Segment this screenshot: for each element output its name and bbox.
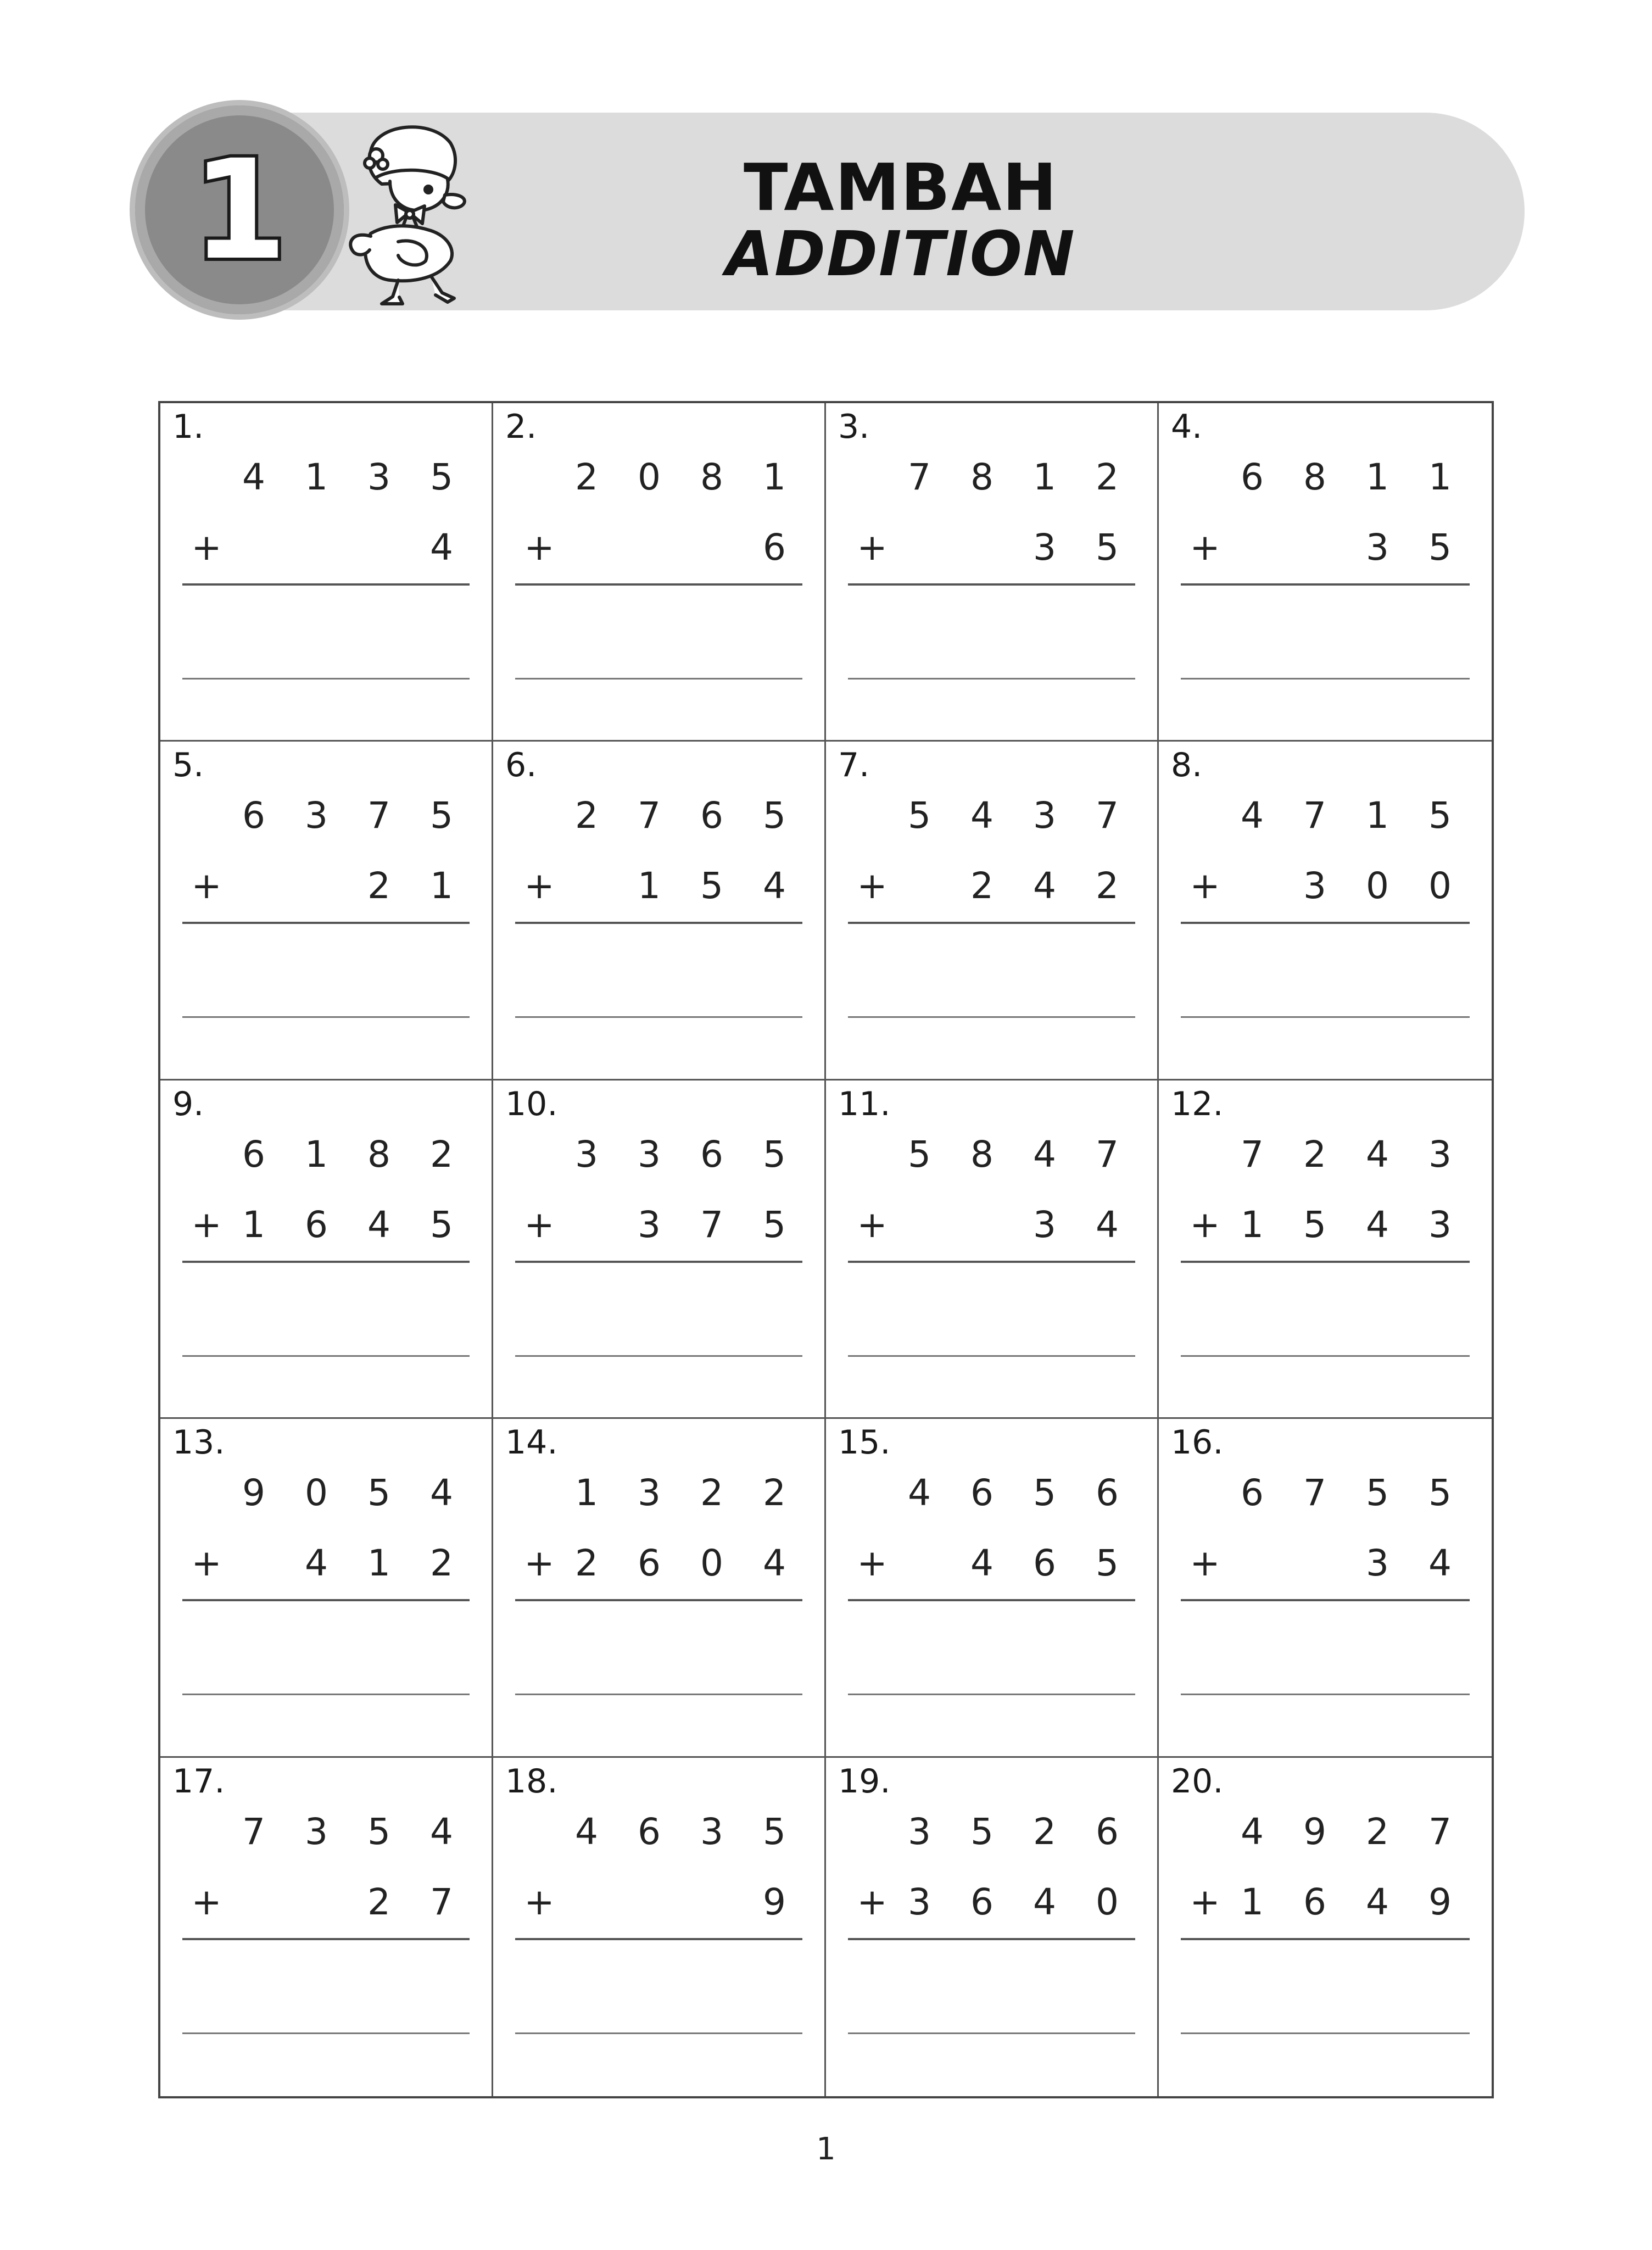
digit: 6	[1096, 1472, 1119, 1514]
digit: 3	[367, 456, 390, 498]
digit: 8	[970, 456, 994, 498]
digit: 2	[1303, 1133, 1326, 1176]
problem-number: 15.	[838, 1423, 891, 1462]
digit: 4	[763, 1542, 786, 1585]
addend-bottom	[493, 1539, 824, 1588]
answer-line[interactable]	[1181, 2032, 1470, 2034]
problem-number: 9.	[172, 1084, 204, 1123]
problem-number: 4.	[1171, 408, 1203, 446]
chapter-badge	[135, 105, 344, 314]
problem-cell	[160, 742, 493, 1080]
addend-bottom	[493, 861, 824, 911]
digit: 7	[1428, 1810, 1452, 1853]
sum-rule	[1181, 1938, 1470, 1940]
plus-sign: +	[857, 1542, 888, 1585]
digit: 3	[1428, 1203, 1452, 1246]
digit: 0	[638, 456, 661, 498]
addend-bottom	[1159, 523, 1492, 572]
addend-top	[826, 1130, 1157, 1179]
digit: 2	[1096, 456, 1119, 498]
problem-number: 11.	[838, 1084, 891, 1123]
addend-bottom	[1159, 1539, 1492, 1588]
addend-top	[493, 1468, 824, 1518]
sum-rule	[848, 1938, 1135, 1940]
digit: 8	[700, 456, 723, 498]
plus-sign: +	[857, 865, 888, 907]
answer-line[interactable]	[515, 1016, 802, 1018]
addend-bottom	[826, 861, 1157, 911]
digit: 4	[1366, 1133, 1389, 1176]
answer-line[interactable]	[182, 1694, 470, 1695]
problem-cell	[826, 1758, 1159, 2096]
problem-cell	[493, 742, 826, 1080]
plus-sign: +	[191, 865, 222, 907]
digit: 7	[430, 1880, 453, 1923]
plus-sign: +	[191, 1203, 222, 1246]
digit: 6	[638, 1542, 661, 1585]
digit: 4	[908, 1472, 931, 1514]
addend-top	[493, 791, 824, 840]
digit: 3	[638, 1472, 661, 1514]
digit: 5	[367, 1810, 390, 1853]
digit: 3	[1428, 1133, 1452, 1176]
digit: 3	[638, 1203, 661, 1246]
digit: 3	[1033, 1203, 1056, 1246]
plus-sign: +	[857, 1203, 888, 1246]
digit: 6	[1303, 1880, 1326, 1923]
addend-bottom	[493, 523, 824, 572]
digit: 4	[763, 865, 786, 907]
digit: 5	[763, 1133, 786, 1176]
answer-line[interactable]	[515, 1355, 802, 1357]
plus-sign: +	[1190, 1203, 1220, 1246]
sum-rule	[515, 1938, 802, 1940]
digit: 7	[638, 794, 661, 837]
title-malay: TAMBAH	[743, 149, 1058, 225]
digit: 2	[970, 865, 994, 907]
plus-sign: +	[1190, 1542, 1220, 1585]
addend-top	[1159, 1807, 1492, 1857]
digit: 5	[1428, 794, 1452, 837]
problem-cell	[826, 403, 1159, 742]
digit: 4	[1366, 1880, 1389, 1923]
sum-rule	[515, 583, 802, 586]
plus-sign: +	[857, 526, 888, 569]
digit: 4	[970, 1542, 994, 1585]
sum-rule	[848, 583, 1135, 586]
digit: 1	[305, 456, 328, 498]
digit: 4	[1241, 1810, 1264, 1853]
digit: 2	[430, 1542, 453, 1585]
answer-line[interactable]	[848, 678, 1135, 680]
digit: 9	[1303, 1810, 1326, 1853]
digit: 7	[908, 456, 931, 498]
addend-bottom	[1159, 861, 1492, 911]
digit: 4	[242, 456, 265, 498]
digit: 4	[575, 1810, 598, 1853]
plus-sign: +	[1190, 865, 1220, 907]
digit: 6	[1033, 1542, 1056, 1585]
problem-number: 18.	[505, 1762, 558, 1801]
digit: 1	[1428, 456, 1452, 498]
answer-line[interactable]	[848, 1355, 1135, 1357]
problem-number: 16.	[1171, 1423, 1224, 1462]
sum-rule	[848, 1261, 1135, 1263]
chapter-number: 1	[192, 130, 287, 290]
digit: 3	[700, 1810, 723, 1853]
digit: 1	[430, 865, 453, 907]
digit: 8	[970, 1133, 994, 1176]
problem-cell	[160, 1758, 493, 2096]
addend-bottom	[493, 1200, 824, 1250]
answer-line[interactable]	[1181, 1016, 1470, 1018]
addend-top	[1159, 1130, 1492, 1179]
digit: 5	[763, 1810, 786, 1853]
duck-with-bonnet-icon	[338, 113, 475, 310]
digit: 2	[367, 865, 390, 907]
plus-sign: +	[524, 1203, 555, 1246]
digit: 1	[1366, 794, 1389, 837]
digit: 7	[367, 794, 390, 837]
digit: 5	[367, 1472, 390, 1514]
answer-line[interactable]	[848, 1016, 1135, 1018]
digit: 5	[430, 794, 453, 837]
digit: 6	[305, 1203, 328, 1246]
plus-sign: +	[524, 865, 555, 907]
digit: 1	[575, 1472, 598, 1514]
digit: 2	[575, 1542, 598, 1585]
sum-rule	[182, 922, 470, 924]
sum-rule	[1181, 1599, 1470, 1601]
digit: 1	[638, 865, 661, 907]
digit: 6	[970, 1472, 994, 1514]
sum-rule	[182, 1261, 470, 1263]
plus-sign: +	[524, 1542, 555, 1585]
digit: 5	[908, 794, 931, 837]
digit: 0	[1428, 865, 1452, 907]
digit: 3	[575, 1133, 598, 1176]
digit: 1	[305, 1133, 328, 1176]
problem-number: 14.	[505, 1423, 558, 1462]
digit: 9	[763, 1880, 786, 1923]
digit: 1	[1241, 1203, 1264, 1246]
addend-bottom	[826, 523, 1157, 572]
addend-bottom	[493, 1878, 824, 1927]
addend-bottom	[826, 1539, 1157, 1588]
problem-cell	[160, 1419, 493, 1757]
digit: 2	[1366, 1810, 1389, 1853]
digit: 3	[1303, 865, 1326, 907]
digit: 2	[763, 1472, 786, 1514]
problem-cell	[1159, 403, 1492, 742]
problem-number: 13.	[172, 1423, 225, 1462]
addend-bottom	[160, 1539, 492, 1588]
answer-line[interactable]	[515, 1694, 802, 1695]
addend-top	[1159, 791, 1492, 840]
digit: 7	[1241, 1133, 1264, 1176]
addend-top	[493, 1130, 824, 1179]
problem-cell	[160, 403, 493, 742]
plus-sign: +	[191, 1542, 222, 1585]
addend-bottom	[1159, 1200, 1492, 1250]
addend-bottom	[1159, 1878, 1492, 1927]
sum-rule	[1181, 583, 1470, 586]
digit: 4	[1033, 865, 1056, 907]
digit: 4	[1096, 1203, 1119, 1246]
problem-cell	[493, 1758, 826, 2096]
sum-rule	[182, 1938, 470, 1940]
digit: 5	[763, 1203, 786, 1246]
digit: 2	[1033, 1810, 1056, 1853]
addend-top	[826, 1468, 1157, 1518]
digit: 6	[242, 1133, 265, 1176]
answer-line[interactable]	[515, 678, 802, 680]
digit: 4	[1428, 1542, 1452, 1585]
digit: 4	[1366, 1203, 1389, 1246]
digit: 3	[305, 794, 328, 837]
addend-top	[826, 453, 1157, 502]
digit: 6	[1241, 456, 1264, 498]
problem-cell	[826, 1419, 1159, 1757]
digit: 6	[242, 794, 265, 837]
sum-rule	[848, 922, 1135, 924]
addition-problems-grid	[158, 401, 1494, 2098]
digit: 8	[367, 1133, 390, 1176]
digit: 5	[1366, 1472, 1389, 1514]
digit: 6	[1096, 1810, 1119, 1853]
problem-number: 5.	[172, 746, 204, 785]
digit: 3	[908, 1810, 931, 1853]
addend-bottom	[160, 1200, 492, 1250]
plus-sign: +	[524, 526, 555, 569]
digit: 1	[1033, 456, 1056, 498]
digit: 4	[1033, 1880, 1056, 1923]
addend-top	[1159, 1468, 1492, 1518]
digit: 1	[1366, 456, 1389, 498]
digit: 4	[367, 1203, 390, 1246]
sum-rule	[182, 1599, 470, 1601]
sum-rule	[515, 1599, 802, 1601]
digit: 3	[1366, 526, 1389, 569]
answer-line[interactable]	[182, 1016, 470, 1018]
digit: 5	[700, 865, 723, 907]
problem-number: 10.	[505, 1084, 558, 1123]
digit: 5	[970, 1810, 994, 1853]
digit: 0	[1096, 1880, 1119, 1923]
answer-line[interactable]	[1181, 1355, 1470, 1357]
problem-number: 1.	[172, 408, 204, 446]
problem-cell	[826, 742, 1159, 1080]
digit: 1	[1241, 1880, 1264, 1923]
digit: 5	[1096, 1542, 1119, 1585]
digit: 5	[1428, 526, 1452, 569]
answer-line[interactable]	[848, 1694, 1135, 1695]
sum-rule	[182, 583, 470, 586]
problem-number: 8.	[1171, 746, 1203, 785]
problem-number: 17.	[172, 1762, 225, 1801]
problem-number: 2.	[505, 408, 537, 446]
answer-line[interactable]	[182, 2032, 470, 2034]
plus-sign: +	[524, 1880, 555, 1923]
problem-number: 7.	[838, 746, 870, 785]
digit: 5	[763, 794, 786, 837]
digit: 5	[1303, 1203, 1326, 1246]
digit: 4	[430, 1472, 453, 1514]
page-number: 1	[816, 2131, 836, 2167]
digit: 4	[970, 794, 994, 837]
digit: 4	[430, 526, 453, 569]
digit: 2	[700, 1472, 723, 1514]
digit: 4	[1033, 1133, 1056, 1176]
addend-bottom	[160, 861, 492, 911]
digit: 8	[1303, 456, 1326, 498]
digit: 0	[305, 1472, 328, 1514]
digit: 6	[638, 1810, 661, 1853]
problem-cell	[826, 1081, 1159, 1419]
addend-top	[826, 791, 1157, 840]
sum-rule	[515, 1261, 802, 1263]
digit: 3	[1366, 1542, 1389, 1585]
addend-bottom	[160, 1878, 492, 1927]
plus-sign: +	[1190, 526, 1220, 569]
addend-top	[160, 1807, 492, 1857]
sum-rule	[1181, 1261, 1470, 1263]
addend-top	[160, 1130, 492, 1179]
digit: 3	[1033, 526, 1056, 569]
digit: 0	[1366, 865, 1389, 907]
digit: 4	[430, 1810, 453, 1853]
digit: 5	[430, 456, 453, 498]
problem-cell	[1159, 1419, 1492, 1757]
answer-line[interactable]	[1181, 678, 1470, 680]
addend-bottom	[826, 1200, 1157, 1250]
digit: 6	[700, 794, 723, 837]
digit: 9	[242, 1472, 265, 1514]
problem-number: 6.	[505, 746, 537, 785]
digit: 7	[1096, 1133, 1119, 1176]
addend-top	[160, 791, 492, 840]
digit: 3	[1033, 794, 1056, 837]
problem-cell	[1159, 742, 1492, 1080]
digit: 1	[763, 456, 786, 498]
addend-top	[493, 1807, 824, 1857]
digit: 2	[575, 456, 598, 498]
digit: 7	[242, 1810, 265, 1853]
digit: 6	[700, 1133, 723, 1176]
title-english: ADDITION	[725, 219, 1076, 290]
digit: 5	[1033, 1472, 1056, 1514]
digit: 5	[1096, 526, 1119, 569]
digit: 1	[367, 1542, 390, 1585]
problem-cell	[160, 1081, 493, 1419]
answer-line[interactable]	[848, 2032, 1135, 2034]
addend-top	[1159, 453, 1492, 502]
problem-number: 20.	[1171, 1762, 1224, 1801]
digit: 5	[1428, 1472, 1452, 1514]
digit: 4	[305, 1542, 328, 1585]
digit: 0	[700, 1542, 723, 1585]
digit: 2	[1096, 865, 1119, 907]
plus-sign: +	[857, 1880, 888, 1923]
answer-line[interactable]	[515, 2032, 802, 2034]
addend-top	[160, 1468, 492, 1518]
digit: 6	[970, 1880, 994, 1923]
digit: 1	[242, 1203, 265, 1246]
problem-number: 12.	[1171, 1084, 1224, 1123]
digit: 2	[367, 1880, 390, 1923]
plus-sign: +	[1190, 1880, 1220, 1923]
answer-line[interactable]	[1181, 1694, 1470, 1695]
addend-top	[826, 1807, 1157, 1857]
digit: 3	[638, 1133, 661, 1176]
sum-rule	[848, 1599, 1135, 1601]
problem-cell	[493, 403, 826, 742]
sum-rule	[1181, 922, 1470, 924]
digit: 9	[1428, 1880, 1452, 1923]
digit: 7	[1303, 1472, 1326, 1514]
digit: 3	[305, 1810, 328, 1853]
digit: 7	[1303, 794, 1326, 837]
problem-cell	[493, 1081, 826, 1419]
digit: 4	[1241, 794, 1264, 837]
answer-line[interactable]	[182, 678, 470, 680]
digit: 2	[430, 1133, 453, 1176]
digit: 5	[430, 1203, 453, 1246]
problem-number: 19.	[838, 1762, 891, 1801]
addend-top	[160, 453, 492, 502]
addend-bottom	[160, 523, 492, 572]
addend-bottom	[826, 1878, 1157, 1927]
digit: 6	[763, 526, 786, 569]
answer-line[interactable]	[182, 1355, 470, 1357]
digit: 2	[575, 794, 598, 837]
problem-cell	[1159, 1758, 1492, 2096]
addend-top	[493, 453, 824, 502]
plus-sign: +	[191, 1880, 222, 1923]
problem-cell	[493, 1419, 826, 1757]
digit: 7	[1096, 794, 1119, 837]
problem-cell	[1159, 1081, 1492, 1419]
digit: 3	[908, 1880, 931, 1923]
sum-rule	[515, 922, 802, 924]
problem-number: 3.	[838, 408, 870, 446]
digit: 5	[908, 1133, 931, 1176]
digit: 7	[700, 1203, 723, 1246]
plus-sign: +	[191, 526, 222, 569]
digit: 6	[1241, 1472, 1264, 1514]
